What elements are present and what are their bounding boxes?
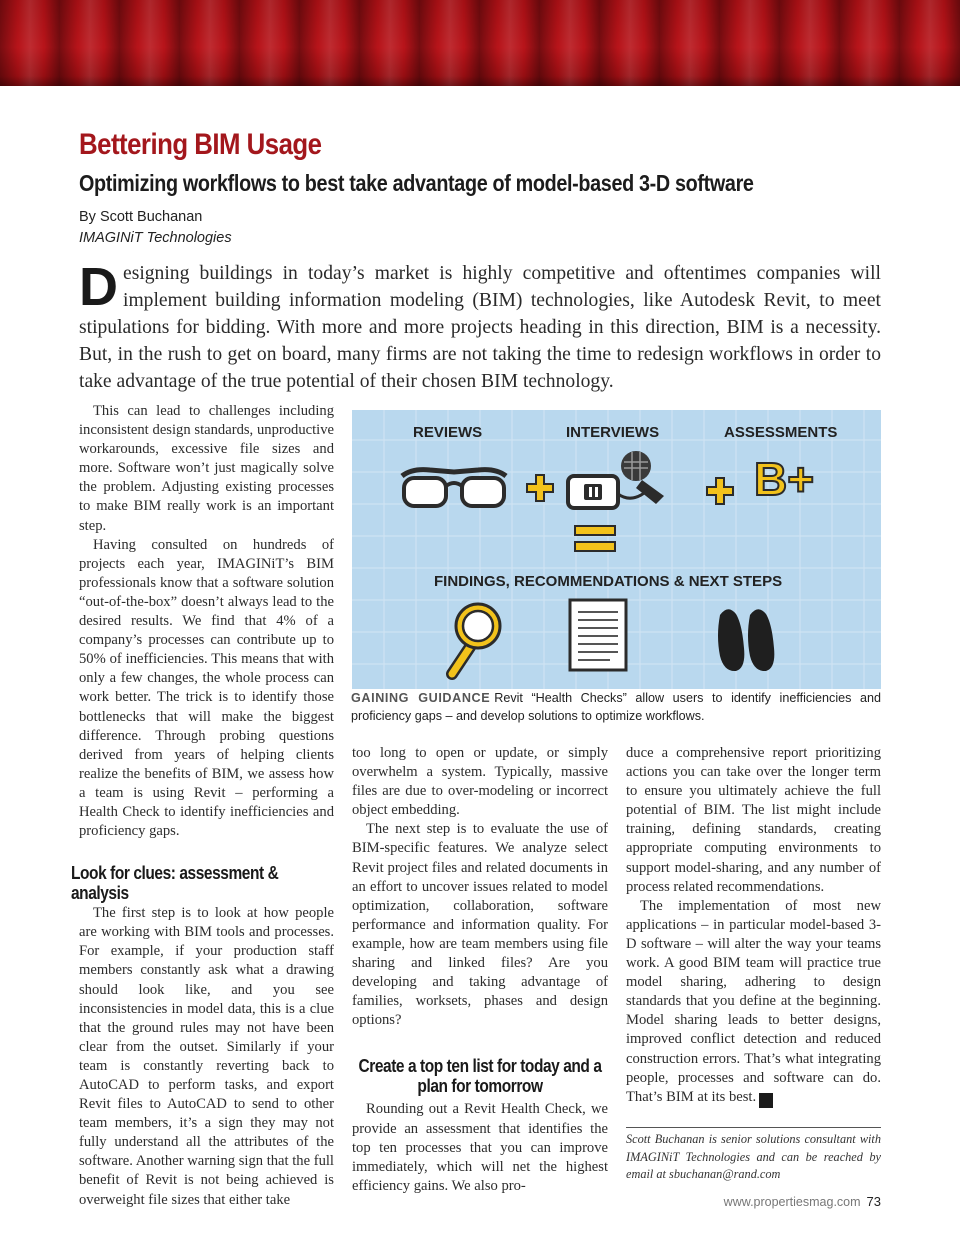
body-paragraph: This can lead to challenges including inconsistent design standards, unproductive workarounds, excessive file sizes and more. Software won’t just magically solve the problem. Adjusting existing processes to make BIM really work is an important step. <box>79 403 334 534</box>
glasses-icon <box>402 470 506 506</box>
author-bio: Scott Buchanan is senior solutions consultant with IMAGINiT Technologies and can be reached by email at sbuchanan@rand.com <box>626 1132 881 1181</box>
red-curtain-banner <box>0 0 960 86</box>
author-byline: By Scott Buchanan <box>79 209 203 225</box>
column-middle <box>352 744 608 1196</box>
footer-url: www.propertiesmag.com <box>723 1195 861 1209</box>
label-findings: FINDINGS, RECOMMENDATIONS & NEXT STEPS <box>434 573 783 590</box>
author-company: IMAGINiT Technologies <box>79 230 232 246</box>
lead-text: esigning buildings in today’s market is highly competitive and oftentimes companies will implement building information modeling (BIM) technologies, like Autodesk Revit, to meet stipulations for bidding. With more and more projects heading in this direction, BIM is a necessity. But, in the rush to get on board, many firms are not taking the time to redesign workflows in order to take advantage of the true potential of their chosen BIM technology. <box>79 263 881 392</box>
section-heading-clues: Look for clues: assessment & analysis <box>71 863 279 904</box>
caption-lead: GAINING GUIDANCE <box>351 691 491 705</box>
article-title: Bettering BIM Usage <box>79 128 322 161</box>
recorder-microphone-icon <box>568 451 664 508</box>
footprints-icon <box>718 609 774 671</box>
equals-icon <box>575 526 615 551</box>
lead-paragraph <box>79 257 881 395</box>
body-paragraph: Rounding out a Revit Health Check, we provide an assessment that identifies the top ten processes that you can improve immediately, which will net the highest efficiency gains. We also pro- <box>352 1101 608 1194</box>
page-number: 73 <box>866 1194 881 1209</box>
body-paragraph <box>626 897 881 1108</box>
body-paragraph: duce a comprehensive report prioritizing actions you can take over the longer term to ensure you ultimately achieve the full potential of BIM. The list might include training, defining standards, creating appropriate computing environments to support model-sharing, and any number of process related recommendations. <box>626 745 881 895</box>
grade-b-plus: B+ <box>754 453 815 505</box>
caption-text: Revit “Health Checks” allow users to identify inefficiencies and proficiency gaps – and develop solutions to optimize workflows. <box>351 691 881 723</box>
health-check-infographic <box>352 410 881 689</box>
column-left <box>71 402 334 1210</box>
body-paragraph: The first step is to look at how people are working with BIM tools and processes. For example, if your production staff members constantly ask what a drawing should look like, and you see inconsistencies in model data, this is a clue that the ground rules may not have been clear from the outset. Similarly if your team is constantly reverting back to AutoCAD to perform tasks, and export Revit files to AutoCAD to send to other team members, it’s a sign they may not fully understand all the attributes of the software. Another warning sign that the full benefit of Revit is not being achieved is overweight file sizes that either take <box>79 905 334 1208</box>
drop-cap: D <box>79 257 118 317</box>
label-interviews: INTERVIEWS <box>566 424 660 441</box>
body-paragraph: The next step is to evaluate the use of BIM-specific features. We analyze select Revit project files and related documents in an effort to uncover issues related to model optimization, collaboration, software performance and information quality. For example, how are team members using file sharing and linked files? Are you developing and taking advantage of families, worksets, phases and design options? <box>352 821 608 1029</box>
infographic-graphics <box>352 410 881 689</box>
bio-divider <box>626 1127 881 1128</box>
body-paragraph: Having consulted on hundreds of projects each year, IMAGINiT’s BIM professionals know that a software solution “out-of-the-box” doesn’t always lead to the desired results. We find that 4% of a company’s processes can contribute up to 50% of inefficiencies. This means that with only a few changes, the whole process can work better. The trick is to identify those bottlenecks that will make the biggest difference. Through probing questions derived from years of helping clients realize the benefits of BIM, we assess how a team is using Revit – performing a Health Check to identify inefficiencies and proficiency gaps. <box>79 536 334 840</box>
article-subtitle: Optimizing workflows to best take advantage of model-based 3-D software <box>79 170 754 196</box>
report-document-icon <box>570 600 626 670</box>
closing-text: The implementation of most new applications – in particular model-based 3-D software – will alter the way your teams work. A good BIM team will practice true model sharing, adhering to design standards that you define at the beginning. Model sharing leads to better designs, improved conflict detection and reduced construction errors. That’s what integrating people, processes and software can do. That’s BIM at its best. <box>626 897 881 1105</box>
end-of-article-icon: P <box>759 1093 773 1108</box>
column-right <box>626 744 881 1108</box>
body-paragraph: too long to open or update, or simply overwhelm a system. Typically, massive files are due to over-modeling or incorrect object embedding. <box>352 745 608 819</box>
section-heading-top-ten: Create a top ten list for today and a plan for tomorrow <box>358 1056 602 1097</box>
label-assessments: ASSESSMENTS <box>724 424 838 441</box>
plus-icon <box>527 475 553 501</box>
figure-caption <box>351 690 881 725</box>
page-footer <box>724 1194 881 1209</box>
label-reviews: REVIEWS <box>413 424 483 441</box>
plus-icon <box>707 478 733 504</box>
